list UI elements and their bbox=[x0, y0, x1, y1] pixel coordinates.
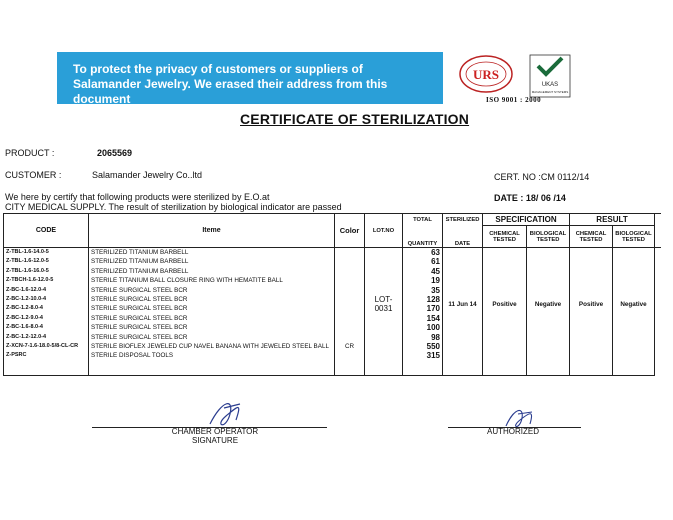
row-item: STERILE SURGICAL STEEL BCR bbox=[89, 304, 335, 313]
row-quantity: 63 bbox=[403, 248, 443, 258]
row-code: Z-PSRC bbox=[4, 351, 89, 360]
urs-logo-text: URS bbox=[472, 67, 500, 82]
operator-signature bbox=[200, 396, 260, 430]
product-value: 2065569 bbox=[97, 148, 133, 158]
row-item: STERILE DISPOSAL TOOLS bbox=[89, 351, 335, 360]
row-color bbox=[335, 295, 365, 304]
row-color bbox=[335, 304, 365, 313]
lot-number: LOT-0031 bbox=[365, 248, 403, 361]
row-item: STERILE SURGICAL STEEL BCR bbox=[89, 333, 335, 342]
notice-line-2: Salamander Jewelry. We erased their address from this document bbox=[73, 77, 388, 106]
row-item: STERILE BIOFLEX JEWELED CUP NAVEL BANANA WITH JEWELED STEEL BALL bbox=[89, 342, 335, 351]
operator-label: CHAMBER OPERATOR SIGNATURE bbox=[171, 427, 259, 445]
row-color: CR bbox=[335, 342, 365, 351]
sterilization-table bbox=[3, 213, 661, 376]
header-spec-chemical: CHEMICAL TESTED bbox=[483, 226, 527, 248]
row-quantity: 550 bbox=[403, 342, 443, 351]
row-item: STERILE SURGICAL STEEL BCR bbox=[89, 295, 335, 304]
result-chemical: Positive bbox=[570, 248, 613, 361]
row-item: STERILE SURGICAL STEEL BCR bbox=[89, 286, 335, 295]
spec-biological-result: Negative bbox=[527, 248, 570, 361]
svg-text:UKAS: UKAS bbox=[541, 82, 559, 88]
statement-line-1: We here by certify that following products were sterilized by E.O.at bbox=[5, 192, 270, 202]
row-color bbox=[335, 276, 365, 285]
header-code: CODE bbox=[4, 214, 89, 248]
sterilized-date: 11 Jun 14 bbox=[443, 248, 483, 361]
row-code: Z-TBL-1.6-12.0-5 bbox=[4, 257, 89, 266]
row-code: Z-BC-1.2-12.0-4 bbox=[4, 333, 89, 342]
row-item: STERILE SURGICAL STEEL BCR bbox=[89, 323, 335, 332]
date: DATE : 18/ 06 /14 bbox=[494, 193, 566, 203]
row-code: Z-BC-1.6-8.0-4 bbox=[4, 323, 89, 332]
row-item: STERILIZED TITANIUM BARBELL bbox=[89, 267, 335, 276]
row-color bbox=[335, 286, 365, 295]
row-color bbox=[335, 314, 365, 323]
certification-logos bbox=[458, 52, 578, 102]
row-quantity: 98 bbox=[403, 333, 443, 342]
row-quantity: 128 bbox=[403, 295, 443, 304]
header-color: Color bbox=[335, 214, 365, 248]
header-specification: SPECIFICATION bbox=[483, 214, 570, 226]
statement-line-2: CITY MEDICAL SUPPLY. The result of sterilization by biological indicator are passed bbox=[5, 202, 342, 212]
row-quantity: 19 bbox=[403, 276, 443, 285]
header-result: RESULT bbox=[570, 214, 655, 226]
row-quantity: 154 bbox=[403, 314, 443, 323]
row-quantity: 315 bbox=[403, 351, 443, 360]
svg-text:MANAGEMENT SYSTEMS: MANAGEMENT SYSTEMS bbox=[531, 90, 569, 94]
row-item: STERILE SURGICAL STEEL BCR bbox=[89, 314, 335, 323]
product-label: PRODUCT : bbox=[5, 148, 55, 158]
authorized-label: AUTHORIZED bbox=[487, 427, 539, 436]
table-row bbox=[4, 248, 661, 258]
row-item: STERILIZED TITANIUM BARBELL bbox=[89, 257, 335, 266]
header-result-chemical: CHEMICAL TESTED bbox=[570, 226, 613, 248]
header-date: DATE bbox=[443, 226, 483, 248]
row-color bbox=[335, 351, 365, 360]
customer-label: CUSTOMER : bbox=[5, 170, 62, 180]
row-color bbox=[335, 323, 365, 332]
row-color bbox=[335, 267, 365, 276]
page-title: CERTIFICATE OF STERILIZATION bbox=[240, 111, 470, 127]
row-item: STERILE TITANIUM BALL CLOSURE RING WITH HEMATITE BALL bbox=[89, 276, 335, 285]
row-quantity: 170 bbox=[403, 304, 443, 313]
row-code: Z-BC-1.2-9.0-4 bbox=[4, 314, 89, 323]
row-code: Z-TBL-1.6-16.0-5 bbox=[4, 267, 89, 276]
row-color bbox=[335, 248, 365, 258]
header-sterilized: STERILIZED bbox=[443, 214, 483, 226]
table-filler-row bbox=[4, 361, 661, 376]
header-quantity: QUANTITY bbox=[403, 226, 443, 248]
row-color bbox=[335, 257, 365, 266]
result-biological: Negative bbox=[613, 248, 655, 361]
row-code: Z-BC-1.2-8.0-4 bbox=[4, 304, 89, 313]
row-code: Z-TBCH-1.6-12.0-5 bbox=[4, 276, 89, 285]
header-spec-biological: BIOLOGICAL TESTED bbox=[527, 226, 570, 248]
row-code: Z-BC-1.2-10.0-4 bbox=[4, 295, 89, 304]
header-item: Iteme bbox=[89, 214, 335, 248]
row-quantity: 35 bbox=[403, 286, 443, 295]
row-quantity: 45 bbox=[403, 267, 443, 276]
customer-value: Salamander Jewelry Co..ltd bbox=[92, 170, 203, 180]
iso-label: ISO 9001 : 2000 bbox=[486, 96, 542, 104]
row-color bbox=[335, 333, 365, 342]
row-code: Z-XCN-7-1.6-18.0-5/8-CL-CR bbox=[4, 342, 89, 351]
row-quantity: 61 bbox=[403, 257, 443, 266]
notice-line-1: To protect the privacy of customers or suppliers of bbox=[73, 62, 363, 76]
row-item: STERILIZED TITANIUM BARBELL bbox=[89, 248, 335, 258]
privacy-notice-banner bbox=[57, 52, 443, 104]
row-quantity: 100 bbox=[403, 323, 443, 332]
header-total: TOTAL bbox=[403, 214, 443, 226]
cert-no: CERT. NO :CM 0112/14 bbox=[494, 172, 590, 182]
row-code: Z-TBL-1.6-14.0-5 bbox=[4, 248, 89, 258]
header-lot: LOT.NO bbox=[365, 214, 403, 248]
spec-chemical-result: Positive bbox=[483, 248, 527, 361]
row-code: Z-BC-1.6-12.0-4 bbox=[4, 286, 89, 295]
header-result-biological: BIOLOGICAL TESTED bbox=[613, 226, 655, 248]
